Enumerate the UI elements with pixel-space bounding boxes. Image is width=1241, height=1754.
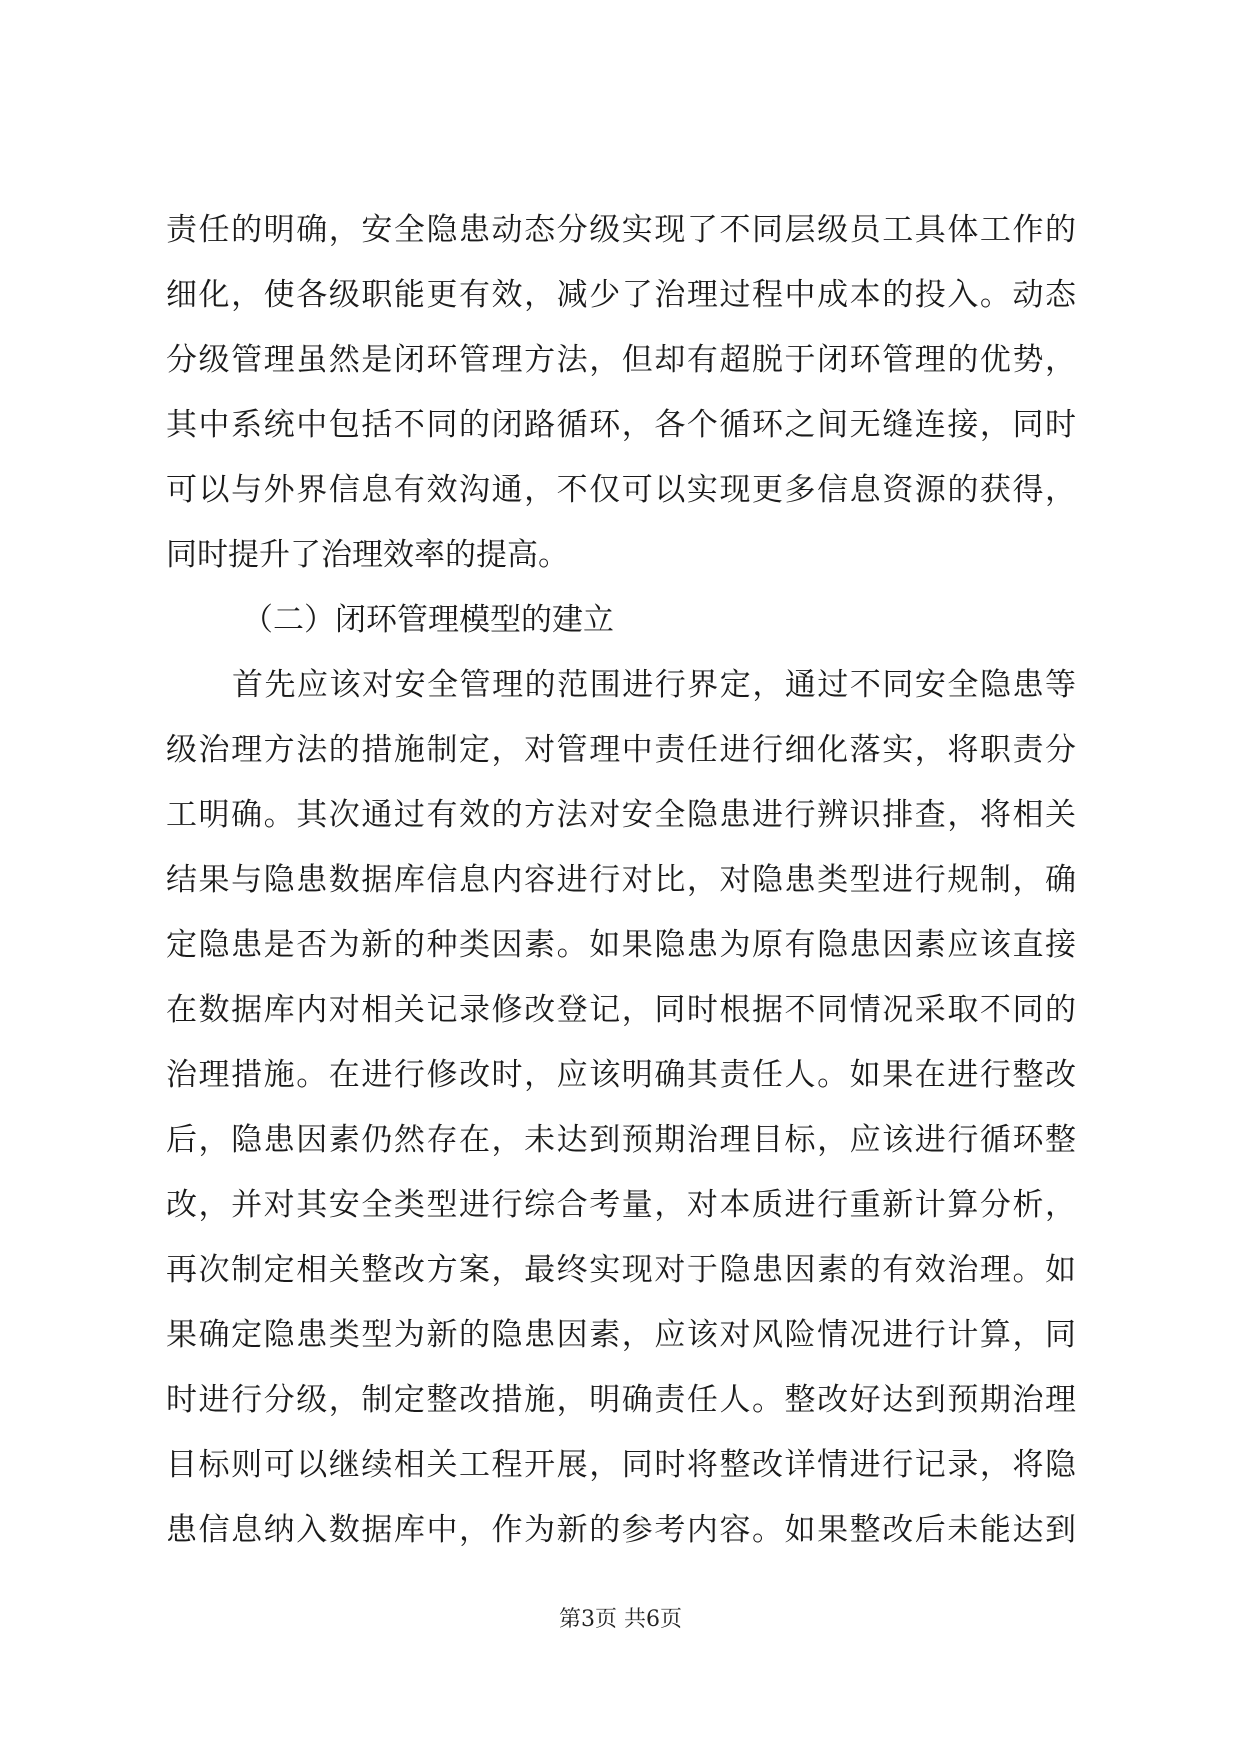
paragraph-line: 分级管理虽然是闭环管理方法，但却有超脱于闭环管理的优势， [166,342,1076,378]
paragraph-line: 定隐患是否为新的种类因素。如果隐患为原有隐患因素应该直接 [166,927,1076,963]
paragraph-line: 改，并对其安全类型进行综合考量，对本质进行重新计算分析， [166,1187,1076,1223]
paragraph-line: 时进行分级，制定整改措施，明确责任人。整改好达到预期治理 [166,1382,1076,1418]
paragraph-line: 级治理方法的措施制定，对管理中责任进行细化落实，将职责分 [166,732,1076,768]
page-footer: 第3页 共6页 [559,1607,682,1632]
paragraph-line: 其中系统中包括不同的闭路循环，各个循环之间无缝连接，同时 [166,407,1076,443]
paragraph-line: 患信息纳入数据库中，作为新的参考内容。如果整改后未能达到 [166,1512,1076,1548]
paragraph-line: 可以与外界信息有效沟通，不仅可以实现更多信息资源的获得， [166,472,1076,508]
paragraph-line: 在数据库内对相关记录修改登记，同时根据不同情况采取不同的 [166,992,1076,1028]
paragraph-line: 首先应该对安全管理的范围进行界定，通过不同安全隐患等 [232,667,1076,703]
paragraph-line: 细化，使各级职能更有效，减少了治理过程中成本的投入。动态 [166,277,1076,313]
paragraph-line: 果确定隐患类型为新的隐患因素，应该对风险情况进行计算，同 [166,1317,1076,1353]
paragraph-line: 同时提升了治理效率的提高。 [166,537,569,573]
paragraph-line: 结果与隐患数据库信息内容进行对比，对隐患类型进行规制，确 [166,862,1076,898]
section-heading: （二）闭环管理模型的建立 [242,602,614,638]
paragraph-line: 后，隐患因素仍然存在，未达到预期治理目标，应该进行循环整 [166,1122,1076,1158]
paragraph-line: 治理措施。在进行修改时，应该明确其责任人。如果在进行整改 [166,1057,1076,1093]
paragraph-line: 再次制定相关整改方案，最终实现对于隐患因素的有效治理。如 [166,1252,1076,1288]
paragraph-line: 责任的明确，安全隐患动态分级实现了不同层级员工具体工作的 [166,212,1076,248]
paragraph-line: 工明确。其次通过有效的方法对安全隐患进行辨识排查，将相关 [166,797,1076,833]
paragraph-line: 目标则可以继续相关工程开展，同时将整改详情进行记录，将隐 [166,1447,1076,1483]
